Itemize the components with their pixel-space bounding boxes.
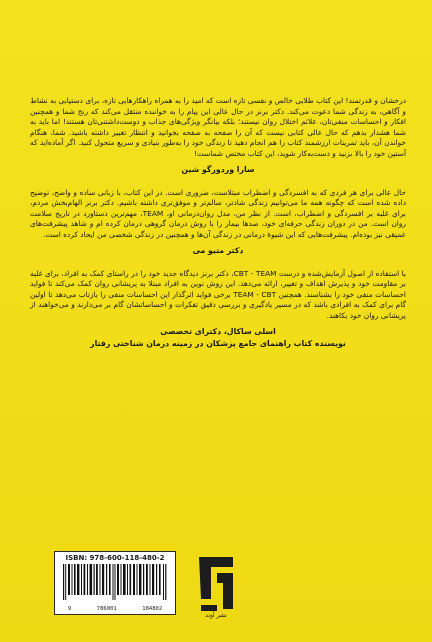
publisher-name: نشر آوند xyxy=(205,612,227,619)
endorsement-signature-2: دکتر متیو می xyxy=(192,245,244,255)
endorsement-signature-1: سارا وردورگو شین xyxy=(181,164,255,174)
blurb-column xyxy=(30,96,406,349)
barcode-digits xyxy=(55,606,175,612)
endorsement-signature-3-name: اسلی ساکال، دکترای تخصصی xyxy=(160,326,276,336)
barcode-digit-group: 9 xyxy=(67,606,72,612)
isbn-number: ISBN: 978-600-118-480-2 xyxy=(65,554,165,562)
endorsement-paragraph-3: با استفاده از اصول آزمایش‌شده و درست CBT - TEAM، دکتر برنز دیدگاه جدید خود را در راستای کمک به افراد، برای غلبه بر مقاومت خود و پذیرش اهداف و تغییر، ارائه می‌دهد. این روش نوین به افراد مبتلا به پریشانی روان کمک می‌کند تا فواید احساسات منفی خود را بشناسند. همچنین TEAM - CBT برخی فواید اثرگذار این احساسات منفی را بازتاب می‌دهد تا اولین گام برای کمک به افرادی باشد که در مسیر یادگیری و بررسی دقیق تفکرات و احساساتشان گام بر می‌دارند و می‌خواهند از پریشانی روان خود بکاهند. xyxy=(30,268,406,320)
endorsement-paragraph-2: حال عالی برای هر فردی که به افسردگی و اضطراب مبتلاست، ضروری است. در این کتاب، با زبانی ساده و واضح، توضیح داده شده است که چگونه همه ما می‌توانیم زندگی شادتر، سالم‌تر و موفق‌تری داشته باشیم. دکتر برنز الهام‌بخش مردم، برای غلبه بر افسردگی و اضطراب، است. از نظر من، مدل روان‌درمانی او، TEAM، مهم‌ترین دستاورد در تاریخ سلامت روان است. من در دوران زندگی حرفه‌ای خود، صدها بیمار را با روش درمان گروهی درمان کرده ام و شاهد پیشرفت‌های عمیقی نیز بوده‌ام. پیشرفت‌هایی که این شیوهٔ درمانی در زندگی آن‌ها و همچنین در زندگی شخصی من ایجاد کرده است. xyxy=(30,187,406,239)
endorsement-signature-3-title: نویسنده کتاب راهنمای جامع پزشکان در زمینه درمان شناختی رفتار xyxy=(90,338,346,348)
endorsement-paragraph-1: درخشان و قدرتمند! این کتاب طلایی خالص و نفسی تازه است که امید را به همراه راهکارهایی تازه، برای دستیابی به نشاط و آگاهی، به زندگی شما دعوت می‌کند. دکتر برنز در حال عالی این پیام را به خواننده منتقل می‌کند که رنج شما و همچنین افکار و احساسات منفی‌تان، علائم اختلال روان نیستند؛ بلکه بیانگر ویژگی‌های جذاب و دوست‌داشتنی‌تان هستند! اما باید به شما هشدار بدهم که حال عالی کتابی نیست که آن را صفحه به صفحه بخوانید و انتظار تغییر داشته باشید. شما، هنگام خواندن آن، باید تمرینات ارزشمند کتاب را هم انجام دهید تا زندگی خود را به‌طور بنیادی و سریع متحول کنید. اگر آماده‌اید که آستین خود را بالا بزنید و دست‌به‌کار شوید، این کتاب مختص شماست! xyxy=(30,96,406,158)
isbn-barcode xyxy=(54,551,176,615)
barcode-digit-group: 786001 xyxy=(96,606,117,612)
barcode-digit-group: 184802 xyxy=(142,606,163,612)
barcode-bars xyxy=(61,564,169,602)
